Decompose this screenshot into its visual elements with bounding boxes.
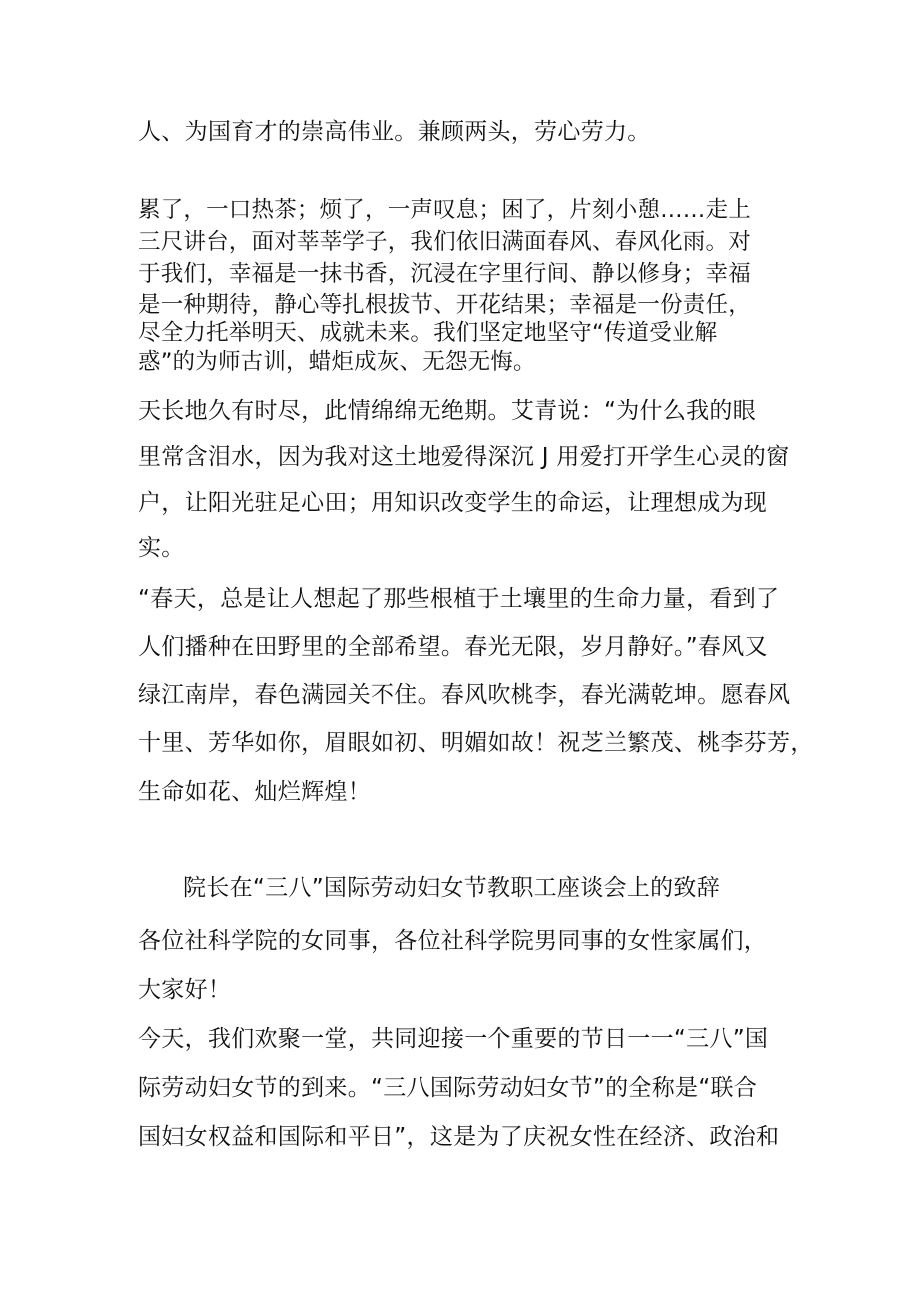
paragraph-line: 是一种期待，静心等扎根拔节、开花结果；幸福是一份责任， [138,292,751,318]
paragraph-line: 国妇女权益和国际和平日”，这是为了庆祝女性在经济、政治和 [138,1124,780,1150]
paragraph-line: 尽全力托举明天、成就未来。我们坚定地坚守“传道受业解 [138,320,718,346]
greeting-line: 大家好！ [138,977,232,1003]
paragraph-line: 实。 [138,535,185,561]
salutation-line: 各位社科学院的女同事，各位社科学院男同事的女性家属们， [138,928,768,954]
paragraph-line: 今天，我们欢聚一堂，共同迎接一个重要的节日一一“三八”国 [138,1026,769,1052]
paragraph-line: 里常含泪水，因为我对这土地爱得深沉 J 用爱打开学生心灵的窗 [138,444,790,470]
paragraph-line: 于我们，幸福是一抹书香，沉浸在字里行间、静以修身；幸福 [138,261,751,287]
paragraph-line: 十里、芳华如你，眉眼如初、明媚如故！祝芝兰繁茂、桃李芬芳， [138,730,814,756]
paragraph-line: 绿江南岸，春色满园关不住。春风吹桃李，春光满乾坤。愿春风 [138,682,791,708]
speech-title: 院长在“三八”国际劳动妇女节教职工座谈会上的致辞 [183,875,721,901]
paragraph-line: 生命如花、灿烂辉煌！ [138,779,371,805]
paragraph-line: 人、为国育才的崇高伟业。兼顾两头，劳心劳力。 [138,119,651,145]
paragraph-line: 累了，一口热茶；烦了，一声叹息；困了，片刻小憩……走上 [138,197,751,223]
paragraph-line: 天长地久有时尽，此情绵绵无绝期。艾青说：“为什么我的眼 [138,398,757,424]
paragraph-line: 惑”的为师古训，蜡炬成灰、无怨无悔。 [138,349,536,375]
paragraph-line: 际劳动妇女节的到来。“三八国际劳动妇女节”的全称是“联合 [138,1075,758,1101]
paragraph-line: 人们播种在田野里的全部希望。春光无限，岁月静好。”春风又 [138,634,768,660]
paragraph-line: 户，让阳光驻足心田；用知识改变学生的命运，让理想成为现 [138,490,768,516]
paragraph-line: “春天，总是让人想起了那些根植于土壤里的生命力量，看到了 [138,586,780,612]
paragraph-line: 三尺讲台，面对莘莘学子，我们依旧满面春风、春风化雨。对 [138,229,751,255]
